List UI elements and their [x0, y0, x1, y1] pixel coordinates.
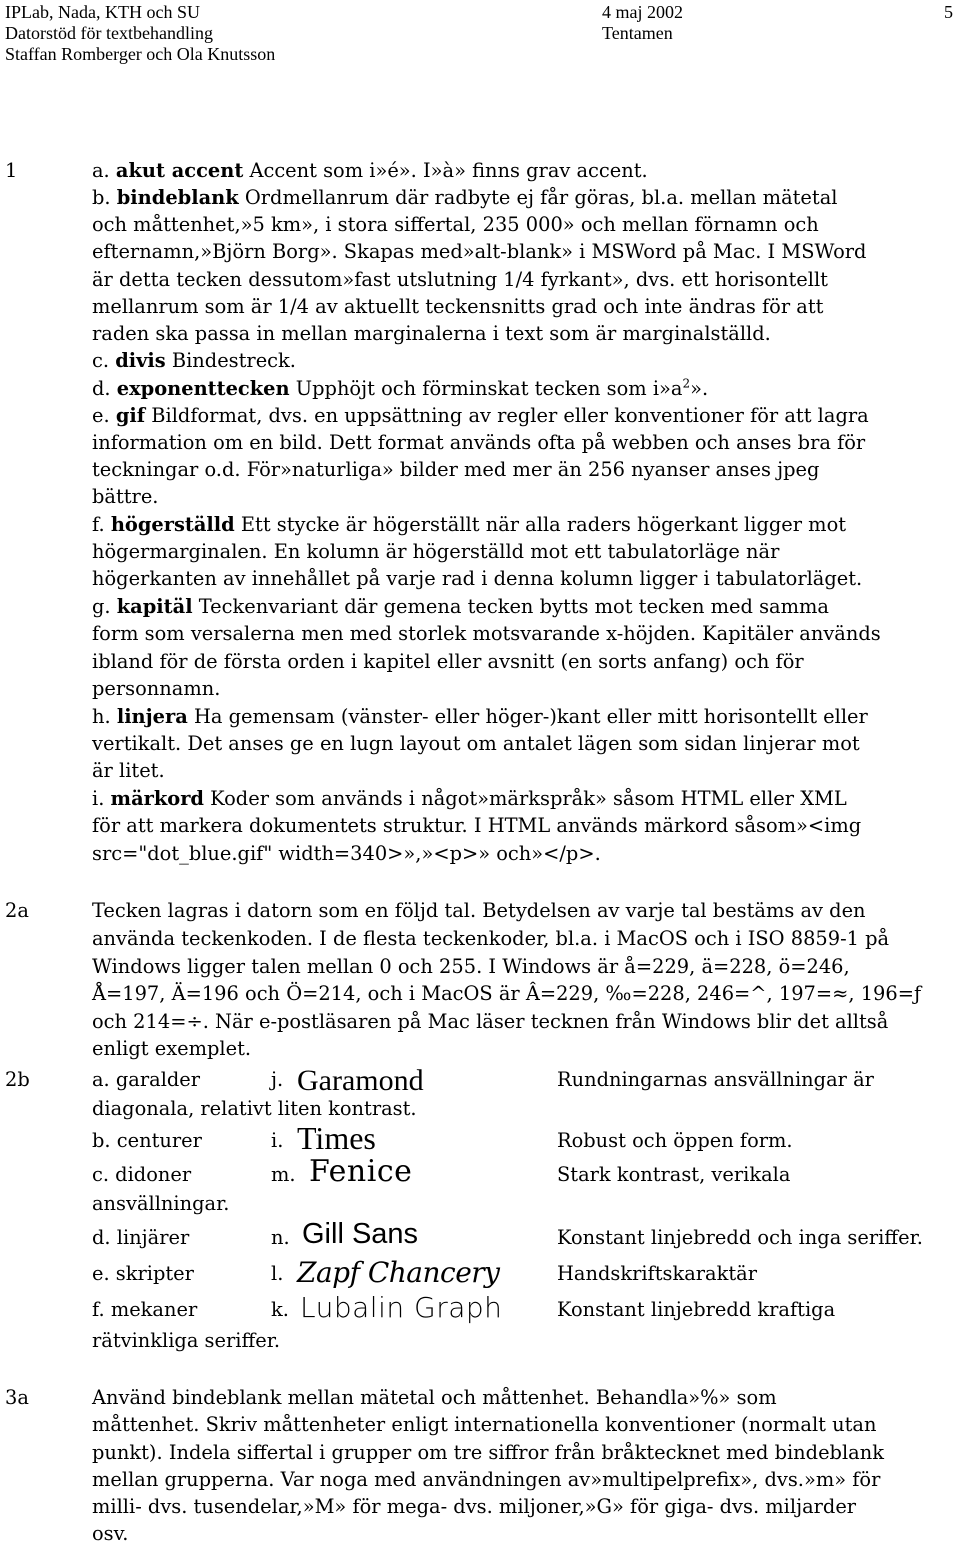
font-category: d. linjärer [92, 1226, 190, 1249]
answer-line: osv. [92, 1522, 129, 1545]
font-sample-fenice: Fenice [309, 1154, 413, 1189]
term-definition: Bildformat, dvs. en uppsättning av regler eller konventioner för att lagra [151, 404, 869, 427]
definition-line: ibland för de första orden i kapitel eller avsnitt (en sorts anfang) och för [92, 650, 804, 673]
definition-line: är detta tecken dessutom»fast utslutning 1/4 fyrkant», dvs. ett horisontellt [92, 268, 828, 291]
definition-line: bättre. [92, 485, 159, 508]
header-date: 4 maj 2002 [602, 2, 683, 22]
font-letter: m. [271, 1163, 296, 1186]
font-letter: i. [271, 1129, 284, 1152]
question-number-2b: 2b [5, 1068, 30, 1091]
definition-line: teckningar o.d. För»naturliga» bilder med mer än 256 nyanser anses jpeg [92, 458, 820, 481]
definition-line: och måttenhet,»5 km», i stora siffertal, 235 000» och mellan förnamn och [92, 213, 819, 236]
definition-line: högermarginalen. En kolumn är högerställd mot ett tabulatorläge när [92, 540, 780, 563]
question-number-2a: 2a [5, 899, 29, 922]
superscript: 2 [682, 376, 691, 391]
term-entry-g [92, 593, 829, 620]
definition-line: mellanrum som är 1/4 av aktuellt teckensnitts grad och inte ändras för att [92, 295, 824, 318]
header-authors: Staffan Romberger och Ola Knutsson [5, 44, 276, 64]
question-number-3a: 3a [5, 1386, 29, 1409]
term-definition: Bindestreck. [171, 349, 296, 372]
definition-line: högerkanten av innehållet på varje rad i denna kolumn ligger i tabulatorläget. [92, 567, 863, 590]
font-category: f. mekaner [92, 1298, 198, 1321]
font-letter: l. [271, 1262, 284, 1285]
font-category: b. centurer [92, 1129, 202, 1152]
answer-line: måttenhet. Skriv måttenheter enligt internationella konventioner (normalt utan [92, 1413, 877, 1436]
term-entry-f [92, 511, 846, 538]
entry-prefix: f. [92, 513, 105, 536]
term-entry-e [92, 402, 869, 429]
term-definition: Ordmellanrum där radbyte ej får göras, bl.a. mellan mätetal [244, 186, 838, 209]
font-description: Konstant linjebredd och inga seriffer. [557, 1226, 923, 1249]
header-course-line-2: Datorstöd för textbehandling [5, 23, 213, 43]
answer-line: punkt). Indela siffertal i grupper om tre siffror från bråktecknet med bindeblank [92, 1441, 884, 1464]
definition-line: src="dot_blue.gif" width=340>»,»<p>» och»</p>. [92, 842, 601, 865]
font-letter: j. [271, 1068, 284, 1091]
term-definition: Ett stycke är högerställt när alla raders högerkant ligger mot [240, 513, 847, 536]
answer-line: milli- dvs. tusendelar,»M» för mega- dvs. miljoner,»G» för giga- dvs. miljarder [92, 1495, 857, 1518]
entry-prefix: h. [92, 705, 111, 728]
answer-line: Å=197, Ä=196 och Ö=214, och i MacOS är Â=229, ‰=228, 246=^, 197=≈, 196=ƒ [92, 982, 922, 1005]
entry-prefix: b. [92, 186, 111, 209]
answer-line: mellan grupperna. Var noga med användningen av»multipelprefix», dvs.»m» för [92, 1468, 881, 1491]
term-entry-c [92, 347, 296, 374]
term-kapital: kapitäl [116, 595, 193, 618]
term-entry-i [92, 785, 847, 812]
font-description: Stark kontrast, verikala [557, 1163, 791, 1186]
font-description-continued: diagonala, relativt liten kontrast. [92, 1097, 417, 1120]
header-doc-type: Tentamen [602, 23, 673, 43]
answer-line: enligt exemplet. [92, 1037, 252, 1060]
term-definition: Koder som används i något»märkspråk» såsom HTML eller XML [210, 787, 847, 810]
definition-line: för att markera dokumentets struktur. I HTML används märkord såsom»<img [92, 814, 862, 837]
font-category: e. skripter [92, 1262, 194, 1285]
font-description-continued: rätvinkliga seriffer. [92, 1329, 281, 1352]
term-gif: gif [115, 404, 146, 427]
definition-line: form som versalerna men med storlek motsvarande x-höjden. Kapitäler används [92, 622, 881, 645]
entry-prefix: g. [92, 595, 111, 618]
font-description: Rundningarnas ansvällningar är [557, 1068, 874, 1091]
entry-prefix: d. [92, 377, 111, 400]
term-definition: Teckenvariant där gemena tecken bytts mot tecken med samma [198, 595, 829, 618]
entry-prefix: e. [92, 404, 110, 427]
term-entry-d [92, 375, 708, 402]
term-exponenttecken: exponenttecken [116, 377, 290, 400]
page-number: 5 [944, 2, 953, 22]
font-sample-garamond: Garamond [297, 1064, 424, 1097]
term-entry-h [92, 703, 868, 730]
entry-prefix: c. [92, 349, 110, 372]
font-sample-zapf-chancery: Zapf Chancery [297, 1256, 500, 1289]
term-definition: Ha gemensam (vänster- eller höger-)kant eller mitt horisontellt eller [193, 705, 868, 728]
font-letter: n. [271, 1226, 290, 1249]
term-definition-end: ». [690, 377, 709, 400]
font-sample-times: Times [297, 1120, 376, 1156]
answer-line: använda teckenkoden. I de flesta teckenkoder, bl.a. i MacOS och i ISO 8859-1 på [92, 927, 890, 950]
question-number-1: 1 [5, 159, 18, 182]
term-bindeblank: bindeblank [116, 186, 239, 209]
entry-prefix: i. [92, 787, 105, 810]
term-definition: Upphöjt och förminskat tecken som i»a [295, 377, 683, 400]
header-course-line-1: IPLab, Nada, KTH och SU [5, 2, 200, 22]
term-entry-b [92, 184, 837, 211]
definition-line: personnamn. [92, 677, 221, 700]
term-linjera: linjera [116, 705, 188, 728]
font-description-continued: ansvällningar. [92, 1192, 230, 1215]
definition-line: är litet. [92, 759, 165, 782]
font-description: Robust och öppen form. [557, 1129, 793, 1152]
answer-line: Windows ligger talen mellan 0 och 255. I Windows är å=229, ä=228, ö=246, [92, 955, 850, 978]
font-letter: k. [271, 1298, 289, 1321]
answer-line: Tecken lagras i datorn som en följd tal. Betydelsen av varje tal bestäms av den [92, 899, 866, 922]
font-description: Konstant linjebredd kraftiga [557, 1298, 836, 1321]
term-hogerstalld: högerställd [110, 513, 235, 536]
term-markord: märkord [110, 787, 204, 810]
definition-line: raden ska passa in mellan marginalerna i text som är marginalställd. [92, 322, 771, 345]
term-akut-accent: akut accent [115, 159, 244, 182]
font-category: c. didoner [92, 1163, 192, 1186]
answer-line: Använd bindeblank mellan mätetal och måttenhet. Behandla»%» som [92, 1386, 777, 1409]
term-entry-a [92, 157, 648, 184]
font-description: Handskriftskaraktär [557, 1262, 757, 1285]
term-divis: divis [115, 349, 166, 372]
font-sample-lubalin-graph: Lubalin Graph [300, 1291, 503, 1324]
term-definition: Accent som i»é». I»à» finns grav accent. [249, 159, 648, 182]
font-category: a. garalder [92, 1068, 201, 1091]
entry-prefix: a. [92, 159, 110, 182]
answer-line: och 214=÷. När e-postläsaren på Mac läser tecknen från Windows blir det alltså [92, 1010, 889, 1033]
definition-line: efternamn,»Björn Borg». Skapas med»alt-blank» i MSWord på Mac. I MSWord [92, 240, 867, 263]
definition-line: vertikalt. Det anses ge en lugn layout om antalet lägen som sidan linjerar mot [92, 732, 860, 755]
font-sample-gill-sans: Gill Sans [302, 1218, 419, 1250]
definition-line: information om en bild. Dett format används ofta på webben och anses bra för [92, 431, 866, 454]
